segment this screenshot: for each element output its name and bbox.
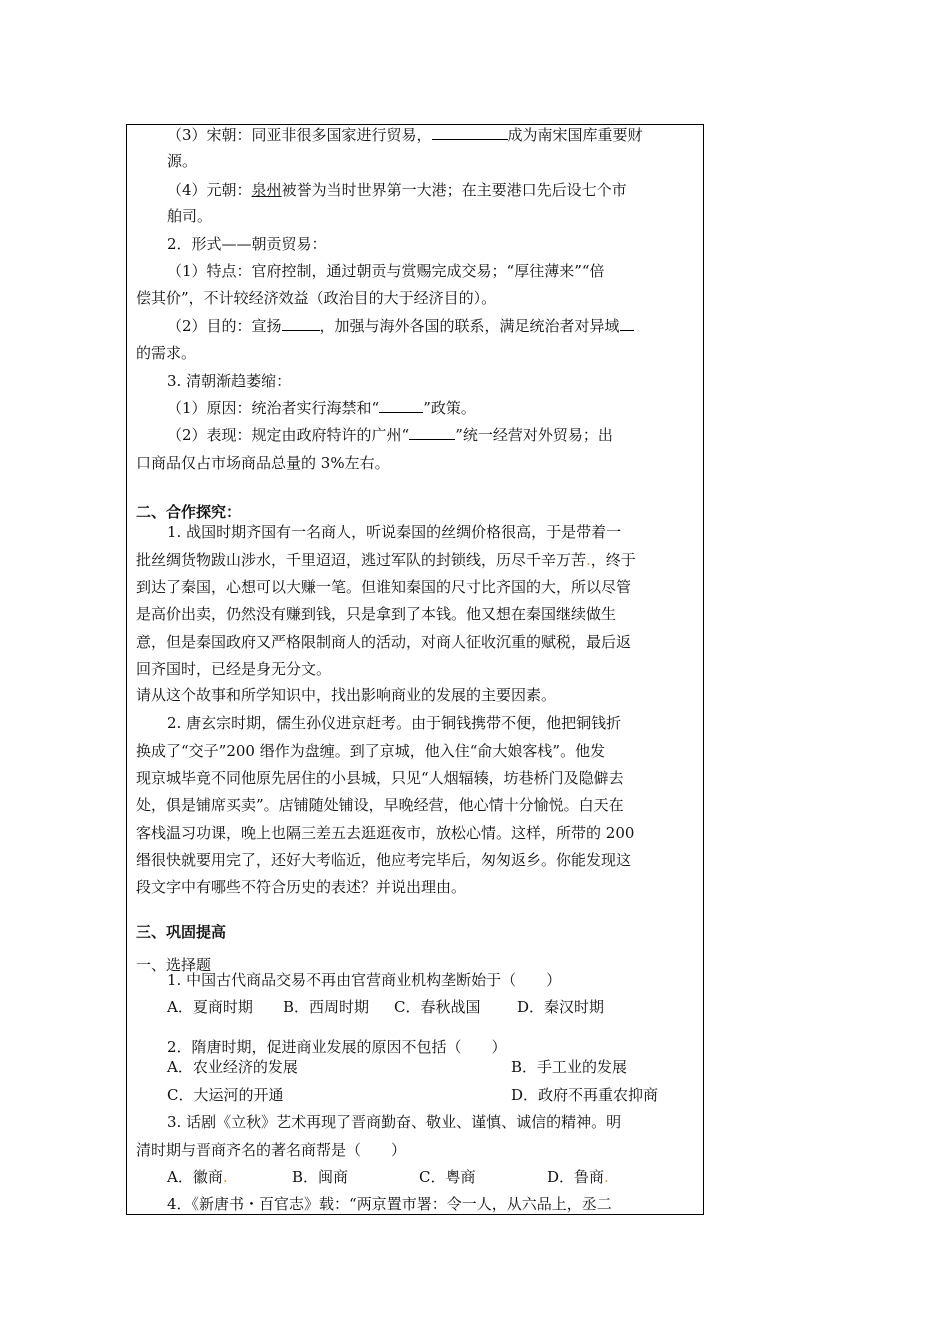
mark-dot: . [604,1168,609,1186]
paragraph-line: 到达了秦国，心想可以大赚一笔。但谁知秦国的尺寸比齐国的大，所以尽管 [136,578,632,596]
option-d[interactable]: D．秦汉时期 [517,998,605,1016]
text: （4）元朝： [167,181,252,199]
text-line: 口商品仅占市场商品总量的 3%左右。 [136,454,390,472]
paragraph-line: 现京城毕竟不同他原先居住的小县城，只见“人烟辐辏，坊巷桥门及隐僻去 [136,769,624,787]
text-line: 3. 清朝渐趋萎缩： [167,372,292,390]
question-line: 清时期与晋商齐名的著名商帮是（ ） [136,1141,407,1159]
answer-blank[interactable] [442,125,508,140]
paragraph-line [136,550,636,570]
option-c[interactable]: C．春秋战国 [394,998,481,1016]
answer-blank[interactable] [432,125,442,140]
question-line: 请从这个故事和所学知识中，找出影响商业的发展的主要因素。 [136,686,557,704]
question-line: 3. 话剧《立秋》艺术再现了晋商勤奋、敬业、谨慎、诚信的精神。明 [167,1113,622,1131]
text: （1）原因：统治者实行海禁和“ [167,399,380,417]
worksheet-frame [126,124,704,1215]
text-line: 的需求。 [136,344,197,362]
mark-dot: . [586,551,591,569]
paragraph-line: 是高价出卖，仍然没有赚到钱，只是拿到了本钱。他又想在秦国继续做生 [136,605,617,623]
option-b[interactable]: B．闽商 [292,1168,349,1186]
question-line: 2．隋唐时期，促进商业发展的原因不包括（ ） [167,1038,507,1056]
option-d[interactable] [547,1167,609,1187]
text-line: 舶司。 [167,207,213,225]
option-b[interactable]: B．西周时期 [283,998,370,1016]
text-line [167,425,613,445]
text: 批丝绸货物跋山涉水，千里迢迢，逃过军队的封锁线，历尽千辛万苦 [136,551,587,569]
text-line [167,125,643,145]
option-b[interactable]: B．手工业的发展 [511,1058,628,1076]
answer-blank[interactable] [409,425,455,440]
text-line: 源。 [167,152,198,170]
paragraph-line: 2. 唐玄宗时期，儒生孙仪进京赶考。由于铜钱携带不便，他把铜钱折 [167,714,622,732]
option-text: A．徽商 [167,1168,223,1186]
question-line: 1. 中国古代商品交易不再由官营商业机构垄断始于（ ） [167,971,562,989]
text: （3）宋朝：同亚非很多国家进行贸易， [167,126,432,144]
text: 被誉为当时世界第一大港；在主要港口先后设七个市 [281,181,627,199]
text: ”统一经营对外贸易；出 [455,426,613,444]
option-text: D．鲁商 [547,1168,605,1186]
paragraph-line: 回齐国时，已经是身无分文。 [136,660,332,678]
paragraph-line: 段文字中有哪些不符合历史的表述？并说出理由。 [136,878,467,896]
question-line: 4．《新唐书・百官志》载：“两京置市署：令一人，从六品上，丞二 [167,1195,612,1213]
text: ”政策。 [423,399,476,417]
text: ，终于 [590,551,636,569]
paragraph-line: 换成了“交子”200 缗作为盘缠。到了京城，他入住“俞大娘客栈”。他发 [136,742,606,760]
text: ，加强与海外各国的联系，满足统治者对异域 [319,317,620,335]
option-d[interactable]: D．政府不再重农抑商 [511,1086,659,1104]
option-a[interactable]: A．农业经济的发展 [167,1058,298,1076]
option-c[interactable]: C．粤商 [419,1168,476,1186]
text: （2）表现：规定由政府特许的广州“ [167,426,410,444]
section-heading: 二、合作探究： [136,503,242,521]
option-a[interactable] [167,1167,228,1187]
option-c[interactable]: C．大运河的开通 [167,1086,284,1104]
text-line: 偿其价”，不计较经济效益（政治目的大于经济目的）。 [136,289,497,307]
paragraph-line: 意，但是秦国政府又严格限制商人的活动，对商人征收沉重的赋税，最后返 [136,633,632,651]
answer-blank[interactable] [620,316,634,331]
answer-blank[interactable] [379,398,423,413]
text-line [167,398,476,418]
text-line: 2．形式——朝贡贸易： [167,235,327,253]
underlined-answer: 泉州 [251,181,282,199]
text-line [167,316,634,336]
answer-blank[interactable] [282,316,320,331]
text: （2）目的：宣扬 [167,317,282,335]
paragraph-line: 缗很快就要用完了，还好大考临近，他应考完毕后，匆匆返乡。你能发现这 [136,851,632,869]
text: 成为南宋国库重要财 [507,126,643,144]
text-line [167,180,627,200]
paragraph-line: 1. 战国时期齐国有一名商人，听说秦国的丝绸价格很高，于是带着一 [167,523,622,541]
paragraph-line: 客栈温习功课，晚上也隔三差五去逛逛夜市，放松心情。这样，所带的 200 [136,824,635,842]
option-a[interactable]: A．夏商时期 [167,998,253,1016]
paragraph-line: 处，俱是铺席买卖”。店铺随处铺设，早晚经营，他心情十分愉悦。白天在 [136,796,624,814]
text-line: （1）特点：官府控制，通过朝贡与赏赐完成交易；“厚往薄来”“倍 [167,262,605,280]
subsection-heading: 一、选择题 [136,956,212,974]
mark-dot: . [222,1168,228,1186]
section-heading: 三、巩固提高 [136,923,227,941]
